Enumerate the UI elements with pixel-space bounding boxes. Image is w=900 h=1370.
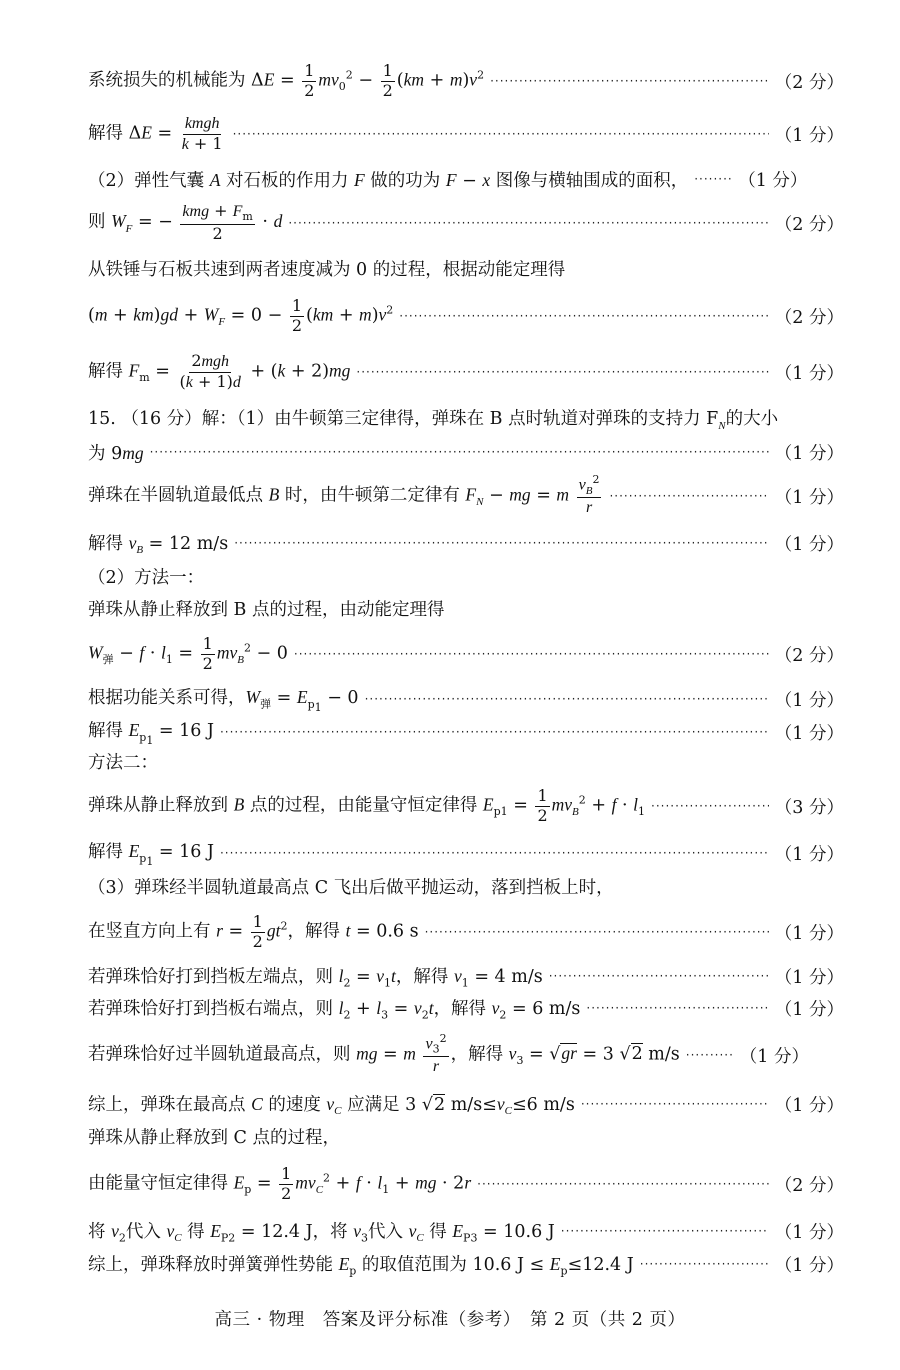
equation: 则 $W_F$ = − $\frac{kmg + F_m}{2}$ · d	[88, 201, 283, 244]
score: （1 分）	[774, 125, 844, 146]
score: （1 分）	[774, 923, 844, 944]
score: （1 分）	[774, 690, 844, 711]
score: （2 分）	[774, 1175, 844, 1196]
leader-dots	[581, 1097, 769, 1111]
score: （1 分）	[738, 170, 808, 191]
leader-dots	[220, 725, 769, 739]
text-line: （2）方法一：	[88, 568, 205, 588]
equation: 若弹珠恰好打到挡板左端点，则 $l_2 = v_1t$，解得 $v_1 = 4$ m/s	[88, 965, 543, 990]
line-energy-conservation-c	[88, 1154, 844, 1214]
leader-dots	[694, 172, 732, 186]
line-left-end	[88, 960, 844, 992]
leader-dots	[399, 309, 769, 323]
line-fm-result	[88, 342, 844, 402]
score: （1 分）	[774, 967, 844, 988]
equation: 在竖直方向上有 r = $\frac{1}{2}$ $gt^2$，解得 t = 0.6 s	[88, 912, 419, 951]
text-line: （3）弹珠经半圆轨道最高点 C 飞出后做平抛运动，落到挡板上时，	[88, 878, 614, 898]
leader-dots	[640, 1257, 769, 1271]
score: （1 分）	[774, 1095, 844, 1116]
text-line: 弹珠从静止释放到 B 点的过程，由动能定理得	[88, 600, 445, 620]
score: （2 分）	[774, 214, 844, 235]
leader-dots	[356, 365, 768, 379]
text-line: 弹珠从静止释放到 C 点的过程，	[88, 1128, 341, 1148]
text-line: 方法二：	[88, 753, 158, 773]
leader-dots	[586, 1001, 768, 1015]
answer-sheet	[88, 56, 844, 1280]
leader-dots	[686, 1048, 734, 1062]
line-top-point	[88, 1024, 844, 1086]
leader-dots	[490, 74, 769, 88]
leader-dots	[150, 445, 769, 459]
leader-dots	[288, 216, 768, 230]
equation: 综上，弹珠释放时弹簧弹性势能 $E_p$ 的取值范围为 10.6 $J \le E_p\le 12.4$ J	[88, 1253, 634, 1278]
equation: 系统损失的机械能为 ΔE = $\frac{1}{2}$ $mv_0^2$ − $\frac{1}{2}$ $(km + m)v^2$	[88, 61, 485, 100]
line-kinetic-theorem	[88, 290, 844, 342]
line-newton-second	[88, 468, 844, 524]
leader-dots	[651, 799, 769, 813]
score: （1 分）	[774, 1222, 844, 1243]
leader-dots	[234, 536, 769, 550]
score: （1 分）	[774, 487, 844, 508]
line-ep1-result	[88, 716, 844, 748]
equation: 解得 $F_m$ = $\frac{\text{2mgh}}{(k + 1)d}$ + (k + 2)mg	[88, 351, 351, 391]
equation: 将 $v_2$代入 $v_C$ 得 $E_{P2} = 12.4$ J，将 $v_3$代入 $v_C$ 得 $E_{P3} = 10.6$ J	[88, 1220, 555, 1245]
line-ep-range	[88, 1248, 844, 1280]
equation: 解得 $E_{p_1} = 16$ J	[88, 720, 214, 747]
text: 15. （16 分）解：（1）由牛顿第三定律得，弹珠在 B 点时轨道对弹珠的支持力 F	[88, 409, 719, 429]
line-right-end	[88, 992, 844, 1024]
page-footer: 高三 · 物理 答案及评分标准（参考） 第 2 页（共 2 页）	[214, 1310, 686, 1330]
line-work-area	[88, 162, 844, 196]
question-15-heading: 15. （16 分）解：（1）由牛顿第三定律得，弹珠在 B 点时轨道对弹珠的支持力 $F_N$的大小	[88, 409, 779, 432]
score: （1 分）	[739, 1046, 809, 1067]
text-line: 从铁锤与石板共速到两者速度减为 0 的过程，根据动能定理得	[88, 260, 566, 280]
score: （1 分）	[774, 844, 844, 865]
equation: 弹珠从静止释放到 B 点的过程，由能量守恒定律得 $E_{p1}$ = $\frac{1}{2}$ $mv_B^2 + f \cdot l_1$	[88, 786, 646, 825]
line-substitute	[88, 1214, 844, 1248]
equation: 根据功能关系可得，$W_弹 = E_{p_1} - 0$	[88, 687, 359, 714]
equation: 解得 $E_{p_1} = 16$ J	[88, 841, 214, 868]
leader-dots	[549, 969, 769, 983]
equation: $(m + km)gd + W_F = 0$ − $\frac{1}{2}$ $(km + m)v^2$	[88, 296, 394, 335]
line-energy-conservation-b	[88, 778, 844, 834]
leader-dots	[609, 489, 768, 503]
equation: 弹珠在半圆轨道最低点 B 时，由牛顿第二定律有 $F_N$ − mg = m $\frac{v_B^2}{r}$	[88, 473, 600, 517]
equation: 若弹珠恰好打到挡板右端点，则 $l_2 + l_3 = v_2t$，解得 $v_2 = 6$ m/s	[88, 997, 581, 1022]
equation: 解得 ΔE = $\frac{\text{kmgh}}{k + 1}$	[88, 115, 223, 153]
leader-dots	[220, 846, 769, 860]
equation: 综上，弹珠在最高点 C 的速度 $v_C$ 应满足 3 √2 $m/s\le v_C\le 6$ m/s	[88, 1093, 575, 1118]
score: （1 分）	[774, 1255, 844, 1276]
score: （2 分）	[774, 307, 844, 328]
line-work-energy	[88, 682, 844, 716]
line-work-f	[88, 196, 844, 250]
leader-dots	[233, 127, 769, 141]
leader-dots	[425, 925, 769, 939]
leader-dots	[365, 692, 769, 706]
score: （2 分）	[774, 72, 844, 93]
line-kinetic-theorem-b	[88, 626, 844, 682]
equation: 由能量守恒定律得 $E_p$ = $\frac{1}{2}$ $mv_C^2 + f \cdot l_1$ + mg · 2r	[88, 1164, 472, 1203]
statement: （2）弹性气囊 A 对石板的作用力 F 做的功为 F − x 图像与横轴围成的面积，	[88, 169, 689, 191]
line-support-force	[88, 436, 844, 468]
score: （2 分）	[774, 645, 844, 666]
line-vb-result	[88, 524, 844, 562]
score: （1 分）	[774, 363, 844, 384]
score: （1 分）	[774, 999, 844, 1020]
equation: $W_弹 - f \cdot l_1$ = $\frac{1}{2}$ $mv_B^2 - 0$	[88, 634, 288, 673]
equation: 解得 $v_B = 12$ m/s	[88, 532, 229, 557]
line-vertical-motion	[88, 904, 844, 960]
score: （1 分）	[774, 723, 844, 744]
line-mechanical-energy-loss	[88, 56, 844, 106]
score: （1 分）	[774, 534, 844, 555]
line-ep1-result-2	[88, 834, 844, 872]
score: （1 分）	[774, 443, 844, 464]
score: （3 分）	[774, 797, 844, 818]
leader-dots	[561, 1224, 769, 1238]
equation: 若弹珠恰好过半圆轨道最高点，则 mg = m $\frac{v_3^2}{r}$ ，解得 $v_3 = √gr = 3$ √2 m/s	[88, 1032, 680, 1076]
line-vc-range	[88, 1086, 844, 1122]
line-delta-e-result	[88, 106, 844, 162]
leader-dots	[477, 1177, 769, 1191]
leader-dots	[294, 647, 769, 661]
statement: 为 9mg	[88, 442, 144, 464]
